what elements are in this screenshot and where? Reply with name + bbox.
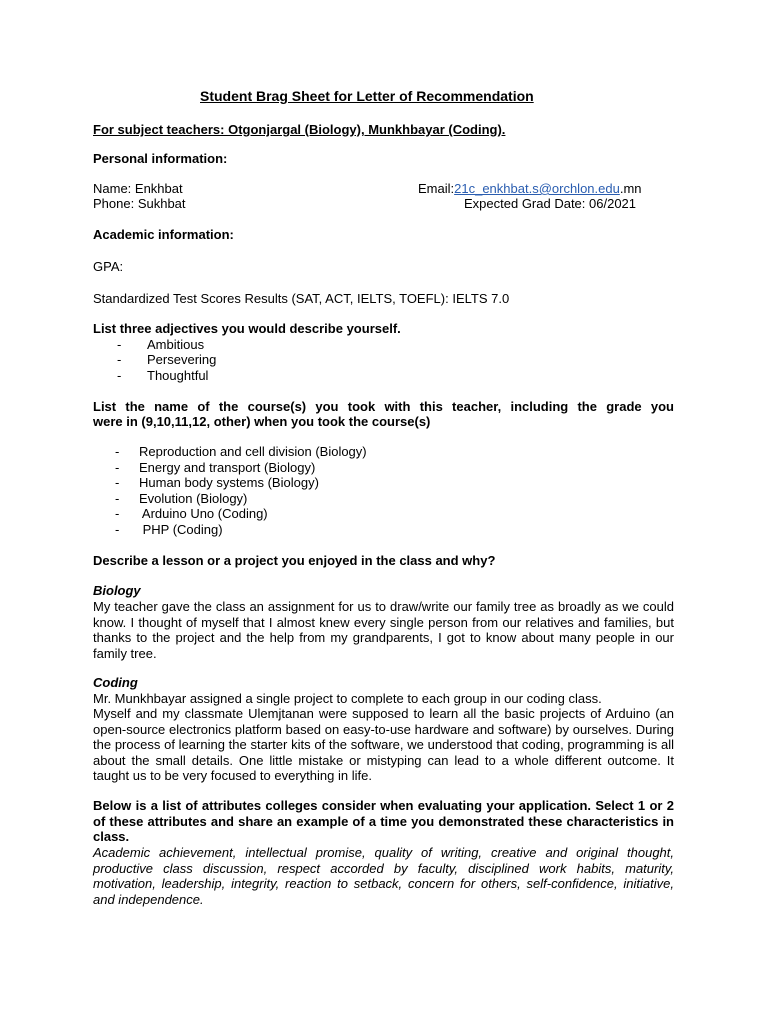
attributes-heading: Below is a list of attributes colleges consider when evaluating your application. Select 1 or 2 of these attributes and share an example of a time you demonstrated these characteristics in class. — [93, 798, 674, 845]
courses-heading-line1: List the name of the course(s) you took with this teacher, including the grade you — [93, 399, 674, 414]
adjective-item: Ambitious — [147, 337, 205, 352]
bullet-dash: - — [115, 522, 120, 537]
gpa-field: GPA: — [93, 259, 124, 274]
bullet-dash: - — [115, 491, 120, 506]
name-field: Name: Enkhbat — [93, 181, 183, 196]
subject-teachers-line: For subject teachers: Otgonjargal (Biology), Munkhbayar (Coding). — [93, 122, 506, 137]
test-scores-field: Standardized Test Scores Results (SAT, ACT, IELTS, TOEFL): IELTS 7.0 — [93, 291, 510, 306]
course-item: Evolution (Biology) — [139, 491, 248, 506]
courses-heading-line2: were in (9,10,11,12, other) when you took the course(s) — [93, 414, 431, 429]
bullet-dash: - — [117, 337, 122, 352]
coding-intro-line: Mr. Munkhbayar assigned a single project to complete to each group in our coding class. — [93, 691, 602, 706]
email-link[interactable]: 21c_enkhbat.s@orchlon.edu — [454, 181, 620, 196]
bullet-dash: - — [117, 352, 122, 367]
course-item: Human body systems (Biology) — [139, 475, 319, 490]
bullet-dash: - — [115, 506, 120, 521]
biology-heading: Biology — [93, 583, 141, 598]
email-field — [418, 181, 642, 197]
email-suffix: .mn — [619, 181, 642, 196]
adjectives-heading: List three adjectives you would describe yourself. — [93, 321, 401, 336]
email-label: Email: — [418, 181, 455, 196]
bullet-dash: - — [115, 444, 120, 459]
lesson-heading: Describe a lesson or a project you enjoyed in the class and why? — [93, 553, 496, 568]
bullet-dash: - — [115, 475, 120, 490]
document-title: Student Brag Sheet for Letter of Recommendation — [200, 88, 534, 104]
academic-info-heading: Academic information: — [93, 227, 234, 242]
bullet-dash: - — [117, 368, 122, 383]
personal-info-heading: Personal information: — [93, 151, 228, 166]
coding-paragraph: Myself and my classmate Ulemjtanan were supposed to learn all the basic projects of Arduino (an open-source electronics platform based on easy-to-use hardware and software) by ourselves. During the process of learning the starter kits of the software, we understood that coding, programming is all about the small details. One little mistake or mistyping can lead to a whole different outcome. It taught us to be very focused to everything in life. — [93, 706, 674, 784]
phone-field: Phone: Sukhbat — [93, 196, 186, 211]
coding-heading: Coding — [93, 675, 138, 690]
course-item: Arduino Uno (Coding) — [139, 506, 268, 521]
course-item: PHP (Coding) — [139, 522, 223, 537]
course-item: Reproduction and cell division (Biology) — [139, 444, 367, 459]
adjective-item: Thoughtful — [147, 368, 209, 383]
bullet-dash: - — [115, 460, 120, 475]
biology-paragraph: My teacher gave the class an assignment for us to draw/write our family tree as broadly as we could know. I thought of myself that I almost knew every single person from our relatives and families, but thanks to the project and the help from my grandparents, I got to know about many people in our family tree. — [93, 599, 674, 661]
attributes-list: Academic achievement, intellectual promise, quality of writing, creative and original thought, productive class discussion, respect accorded by faculty, disciplined work habits, maturity, motivation, leadership, integrity, reaction to setback, concern for others, self-confidence, initiative, and independence. — [93, 845, 674, 907]
course-item: Energy and transport (Biology) — [139, 460, 316, 475]
adjective-item: Persevering — [147, 352, 217, 367]
grad-date-field: Expected Grad Date: 06/2021 — [464, 196, 637, 211]
